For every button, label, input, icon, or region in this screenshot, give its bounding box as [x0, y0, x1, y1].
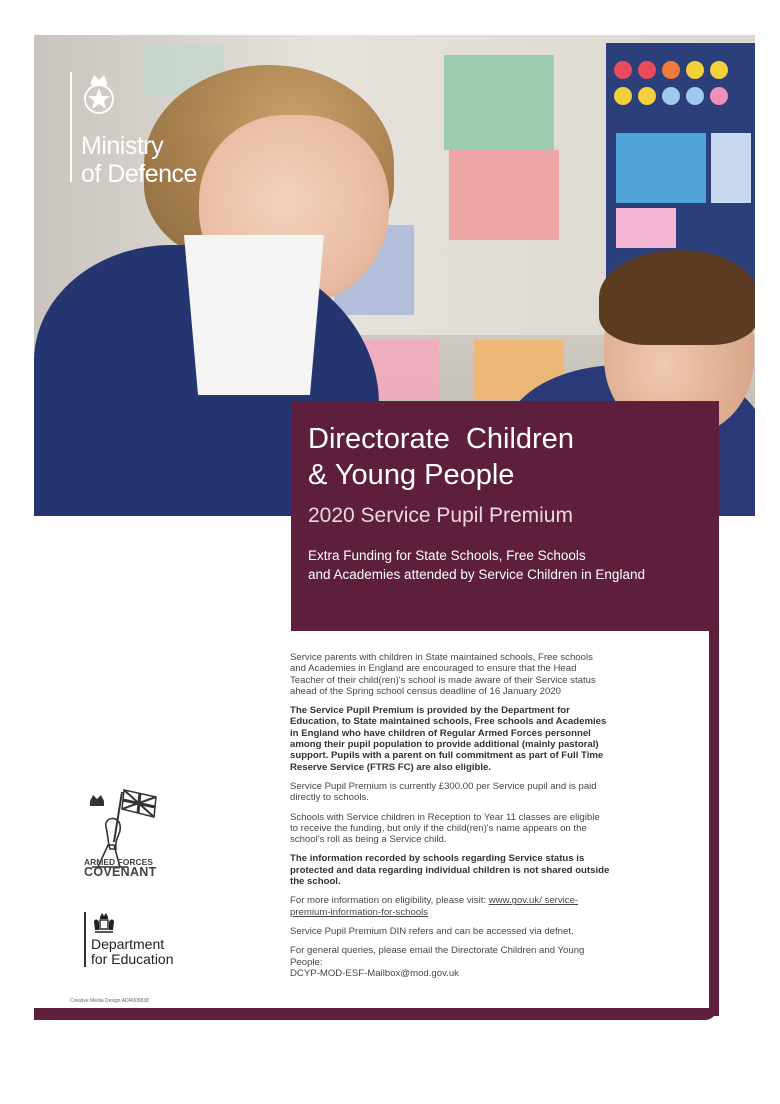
frame-border-bottom [34, 1008, 717, 1020]
dfe-logo-divider [84, 912, 86, 967]
page-title [308, 421, 708, 493]
covenant-line-2: COVENANT [84, 865, 157, 879]
mod-logo-text [81, 132, 197, 188]
body-text [290, 652, 610, 987]
dfe-line-1: Department [91, 936, 165, 952]
wall-poster [449, 150, 559, 240]
tagline-line-2: and Academies attended by Service Children in England [308, 567, 645, 582]
dfe-logo-text [91, 937, 174, 967]
title-line-1: Directorate Children [308, 423, 574, 455]
dfe-line-2: for Education [91, 951, 174, 967]
mod-line-2: of Defence [81, 160, 197, 188]
paragraph-din: Service Pupil Premium DIN refers and can be accessed via defnet. [290, 925, 574, 937]
covenant-line-1: ARMED FORCES [84, 857, 153, 867]
mod-line-1: Ministry [81, 132, 164, 160]
gov-uk-link[interactable]: www.gov.uk/ service-premium-information-for-schools [290, 895, 579, 918]
mod-crest-icon [80, 72, 118, 118]
tagline [308, 546, 708, 584]
contact-email-link[interactable]: DCYP-MOD-ESF-Mailbox@mod.gov.uk [290, 967, 459, 979]
more-info-prefix: For more information on eligibility, please visit: [290, 895, 489, 907]
contact-text: For general queries, please email the Directorate Children and Young People: [290, 945, 585, 968]
paragraph-amount: Service Pupil Premium is currently £300.00 per Service pupil and is paid directly to schools. [290, 780, 597, 804]
paragraph-premium-provided: The Service Pupil Premium is provided by the Department for Education, to State maintained schools, Free schools and Academies in England who have children of Regular Armed Forces personnel among their pupil population to provide additional (mainly pastoral) support. Pupils with a parent on full commitment as part of Full Time Reserve Service (FTRS FC) are also eligible. [290, 705, 607, 773]
title-line-2: & Young People [308, 459, 515, 491]
paragraph-data-protection: The information recorded by schools regarding Service status is protected and data regarding individual children is not shared outside the school. [290, 853, 610, 888]
design-credit: Creative Media Design ADR009838 [70, 998, 149, 1004]
paragraph-more-info [290, 895, 610, 918]
paragraph-contact [290, 945, 610, 979]
covenant-text [84, 857, 157, 877]
tagline-line-1: Extra Funding for State Schools, Free Schools [308, 548, 586, 563]
page-subtitle: 2020 Service Pupil Premium [308, 504, 573, 527]
paragraph-eligibility: Schools with Service children in Reception to Year 11 classes are eligible to receive the funding, but only if the child(ren)'s name appears on the school's roll as being a Service child. [290, 811, 600, 846]
boy-hair [599, 250, 755, 345]
mod-logo-divider [70, 72, 72, 182]
frame-border-right [709, 630, 719, 1016]
wall-poster [444, 55, 554, 150]
title-panel [291, 401, 719, 631]
paragraph-census: Service parents with children in State maintained schools, Free schools and Academies in England are encouraged to ensure that the Head Teacher of their child(ren)'s school is made aware of their Service status ahead of the Spring school census deadline of 16 January 2020 [290, 652, 596, 697]
girl-collar [184, 235, 324, 395]
dfe-crest-icon [92, 912, 116, 934]
